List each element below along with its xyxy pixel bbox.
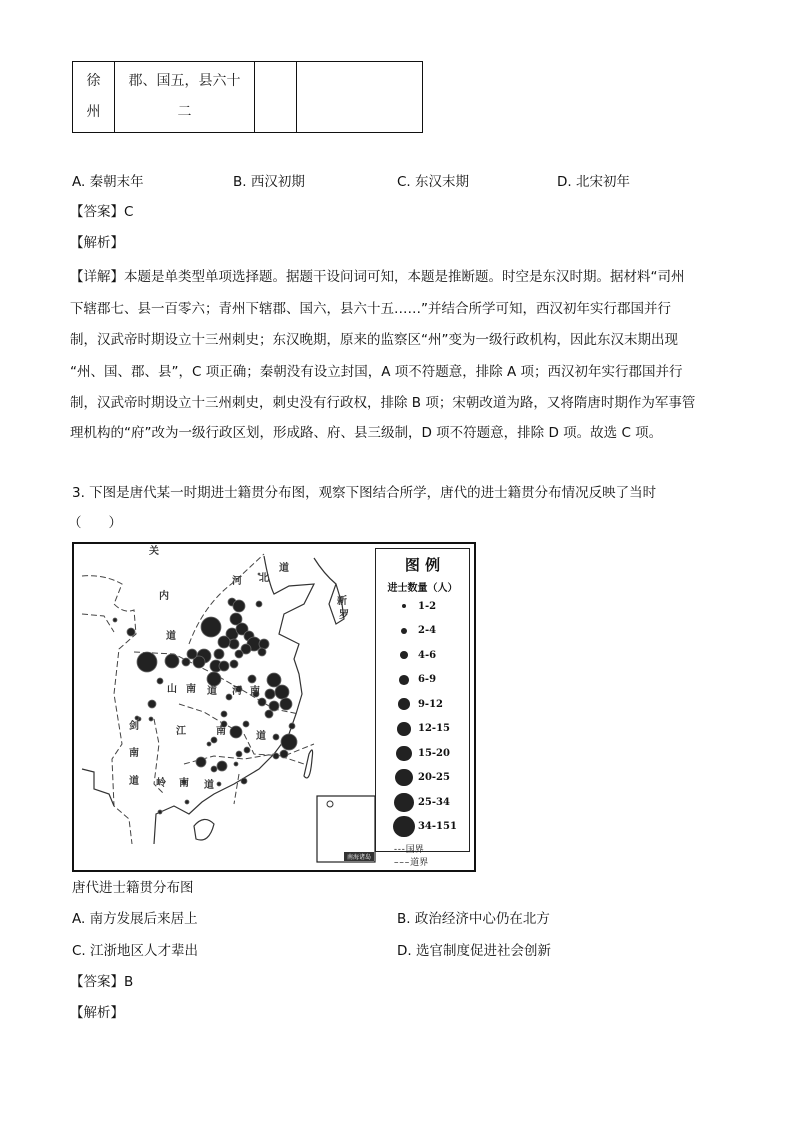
legend-dot-icon xyxy=(401,628,407,634)
legend-label: 6-9 xyxy=(417,674,437,686)
region-label: 南 xyxy=(216,726,226,737)
jinshi-dot xyxy=(158,810,162,814)
q2-option-b: B. 西汉初期 xyxy=(233,174,305,190)
q3-blank: （ ） xyxy=(68,515,122,531)
jinshi-dot xyxy=(230,660,238,668)
q3-option-b: B. 政治经济中心仍在北方 xyxy=(397,911,550,927)
legend-label: 25-34 xyxy=(417,796,450,808)
legend-dot-icon xyxy=(400,651,408,659)
jinshi-dot xyxy=(135,716,139,720)
jinshi-dot xyxy=(235,650,243,658)
legend-item xyxy=(376,619,469,644)
region-label: 剑 xyxy=(129,721,139,732)
region-label: 南 xyxy=(129,748,139,759)
jinshi-dot xyxy=(196,757,206,767)
jinshi-dot xyxy=(207,672,221,686)
empty-cell xyxy=(297,62,423,133)
q2-option-d: D. 北宋初年 xyxy=(557,174,630,190)
legend-subtitle: 进士数量（人） xyxy=(387,583,458,594)
legend-item xyxy=(376,717,469,742)
legend-dot-icon xyxy=(399,675,409,685)
q3-option-c: C. 江浙地区人才辈出 xyxy=(72,943,199,959)
jinshi-dot xyxy=(244,747,250,753)
q2-answer: 【答案】C xyxy=(70,204,134,220)
region-label: 道 xyxy=(129,776,139,787)
legend-label: 34-151 xyxy=(417,821,457,833)
legend-item xyxy=(376,668,469,693)
q3-option-a: A. 南方发展后来居上 xyxy=(72,911,198,927)
border-label: 国界 xyxy=(405,845,424,855)
jinshi-dot xyxy=(217,782,221,786)
jinshi-dot xyxy=(127,628,135,636)
legend-item xyxy=(376,790,469,815)
inset-label: 南海诸岛 xyxy=(346,854,372,861)
count-line: 二 xyxy=(177,104,192,120)
legend-dot-icon xyxy=(394,793,413,812)
border-label: 道界 xyxy=(410,858,429,868)
province-table xyxy=(72,61,423,133)
jinshi-dot xyxy=(229,639,239,649)
region-label: 河 xyxy=(232,576,242,587)
region-label: 道 xyxy=(166,631,176,642)
q2-option-a: A. 秦朝末年 xyxy=(72,174,144,190)
jinshi-dot xyxy=(269,701,279,711)
jinshi-dots xyxy=(113,573,297,814)
jinshi-dot xyxy=(241,778,247,784)
jinshi-dot xyxy=(214,649,224,659)
jinshi-dot xyxy=(236,751,242,757)
legend-label: 15-20 xyxy=(417,747,450,759)
legend-border-dao: – – – 道界 xyxy=(394,858,429,868)
legend-dot-icon xyxy=(395,769,412,786)
jinshi-dot xyxy=(230,726,242,738)
jinshi-dot xyxy=(258,648,266,656)
table-row xyxy=(73,62,423,133)
detail-line: 理机构的“府”改为一级行政区划，形成路、府、县三级制，D 项不符题意，排除 D 项。故选 C 项。 xyxy=(70,425,663,441)
region-label: 道 xyxy=(279,563,289,574)
jinshi-dot xyxy=(149,717,153,721)
jinshi-dot xyxy=(157,678,163,684)
jinshi-dot xyxy=(113,618,117,622)
jinshi-dot xyxy=(185,800,189,804)
jinshi-dot xyxy=(207,742,211,746)
region-label: 道 xyxy=(256,731,266,742)
region-label: 新 xyxy=(337,596,347,607)
province-cell xyxy=(73,62,115,133)
jinshi-dot xyxy=(280,750,288,758)
legend-label: 1-2 xyxy=(418,600,437,612)
jinshi-dot xyxy=(273,753,279,759)
legend-label: 20-25 xyxy=(417,772,450,784)
jinshi-dot xyxy=(218,636,230,648)
legend-border-country: - - - 国界 xyxy=(394,845,424,855)
count-line: 郡、国五，县六十 xyxy=(128,73,241,89)
legend-dot-icon xyxy=(393,816,414,837)
legend-item xyxy=(376,815,469,840)
inset-map xyxy=(317,796,375,862)
jinshi-dot xyxy=(234,762,238,766)
legend-item xyxy=(376,594,469,619)
detail-line: “州、国、郡、县”，C 项正确；秦朝没有设立封国，A 项不符题意，排除 A 项；西汉初年实行郡国并行 xyxy=(70,364,683,380)
jinshi-dot xyxy=(267,673,281,687)
jinshi-dot xyxy=(165,654,179,668)
region-label: 南 xyxy=(250,686,260,697)
region-label: 内 xyxy=(159,591,169,602)
jinshi-dot xyxy=(243,721,249,727)
region-label: 道 xyxy=(204,780,214,791)
jinshi-dot xyxy=(182,658,190,666)
legend-label: 12-15 xyxy=(418,723,450,735)
legend-item xyxy=(376,741,469,766)
jinshi-dot xyxy=(211,766,217,772)
legend-item xyxy=(376,692,469,717)
jinshi-dot xyxy=(201,617,221,637)
legend-dot-icon xyxy=(396,746,411,761)
jinshi-dot xyxy=(259,639,269,649)
region-label: 岭 xyxy=(156,778,166,789)
q3-stem: 3. 下图是唐代某一时期进士籍贯分布图，观察下图结合所学，唐代的进士籍贯分布情况反映了当时 xyxy=(72,485,657,501)
region-label: 江 xyxy=(176,726,186,737)
jinshi-dot xyxy=(187,649,197,659)
jinshi-dot xyxy=(273,734,279,740)
jinshi-dot xyxy=(275,685,289,699)
detail-line: 【详解】本题是单类型单项选择题。据题干设问词可知，本题是推断题。时空是东汉时期。据材料“司州 xyxy=(70,269,685,285)
region-label: 罗 xyxy=(339,610,349,621)
legend-item xyxy=(376,766,469,791)
map-caption: 唐代进士籍贯分布图 xyxy=(72,880,194,896)
q3-answer: 【答案】B xyxy=(70,974,134,990)
q3-option-d: D. 选官制度促进社会创新 xyxy=(397,943,551,959)
jinshi-dot xyxy=(258,698,266,706)
region-label: 道 xyxy=(207,686,217,697)
jinshi-dot xyxy=(289,723,295,729)
jinshi-dot xyxy=(211,737,217,743)
count-cell xyxy=(115,62,255,133)
region-label: 北 xyxy=(259,573,269,584)
q2-analysis-label: 【解析】 xyxy=(70,235,124,251)
legend-label: 4-6 xyxy=(417,649,437,661)
province-char: 州 xyxy=(86,104,101,120)
q2-option-c: C. 东汉末期 xyxy=(397,174,470,190)
detail-line: 制，汉武帝时期设立十三州刺史；东汉晚期，原来的监察区“州”变为一级行政机构，因此东汉末期出现 xyxy=(70,332,678,348)
detail-line: 下辖郡七、县一百零六；青州下辖郡、国六，县六十五……”并结合所学可知，西汉初年实行郡国并行 xyxy=(70,301,671,317)
q3-analysis-label: 【解析】 xyxy=(70,1005,124,1021)
legend-label: 2-4 xyxy=(417,625,437,637)
region-label: 南 xyxy=(186,684,196,695)
jinshi-dot xyxy=(256,601,262,607)
borders xyxy=(82,554,314,844)
empty-cell xyxy=(255,62,297,133)
jinshi-dot xyxy=(280,698,292,710)
jinshi-dot xyxy=(221,711,227,717)
legend-dot-icon xyxy=(397,722,411,736)
jinshi-dot xyxy=(265,689,275,699)
legend-title: 图 例 xyxy=(404,556,441,574)
jinshi-dot xyxy=(265,710,273,718)
jinshi-dot xyxy=(137,652,157,672)
legend-label: 9-12 xyxy=(417,698,443,710)
map-legend xyxy=(375,548,470,868)
legend-dot-icon xyxy=(398,698,410,710)
tang-jinshi-distribution-map xyxy=(72,542,476,872)
legend-item xyxy=(376,643,469,668)
coastline xyxy=(82,556,344,844)
jinshi-dot xyxy=(219,661,229,671)
region-label: 河 xyxy=(232,686,242,697)
region-label: 关 xyxy=(149,546,159,557)
region-label: 山 xyxy=(167,684,177,695)
jinshi-dot xyxy=(248,675,256,683)
legend-items xyxy=(376,594,469,839)
jinshi-dot xyxy=(233,600,245,612)
region-label: 南 xyxy=(179,778,189,789)
jinshi-dot xyxy=(281,734,297,750)
legend-dot-icon xyxy=(402,604,406,608)
detail-line: 制，汉武帝时期设立十三州刺史，刺史没有行政权，排除 B 项；宋朝改道为路，又将隋唐时期作为军事管 xyxy=(70,395,696,411)
jinshi-dot xyxy=(217,761,227,771)
jinshi-dot xyxy=(148,700,156,708)
province-char: 徐 xyxy=(86,73,101,89)
